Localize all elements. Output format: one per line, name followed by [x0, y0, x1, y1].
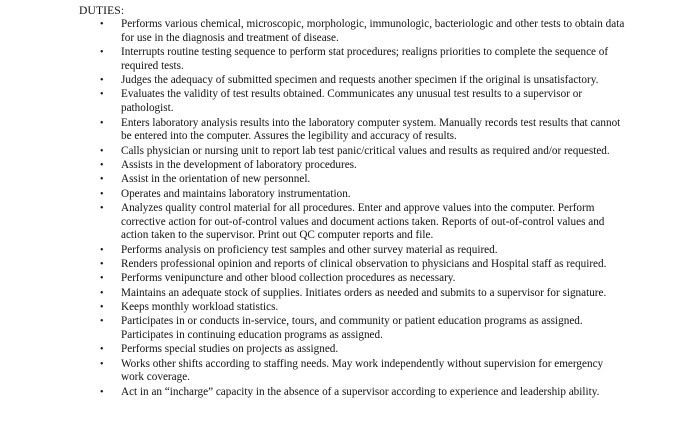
bullet-icon: •	[100, 75, 104, 87]
duty-item	[0, 343, 698, 357]
duty-item	[0, 74, 698, 88]
duty-text: Evaluates the validity of test results obtained. Communicates any unusual test results to a supervisor or pathologist.	[121, 88, 583, 115]
bullet-icon: •	[100, 358, 104, 370]
bullet-icon: •	[100, 19, 104, 30]
duty-text: Assists in the development of laboratory procedures.	[121, 158, 357, 171]
duty-text: Keeps monthly workload statistics.	[121, 300, 279, 313]
duty-item	[0, 287, 698, 301]
duty-item	[0, 301, 698, 315]
bullet-icon: •	[100, 344, 104, 356]
bullet-icon: •	[100, 159, 104, 171]
duty-item	[0, 173, 698, 187]
duty-text: Enters laboratory analysis results into the laboratory computer system. Manually records test results that cannot be entered into the computer. Assures the legibility and accuracy of results.	[121, 116, 621, 143]
duty-text: Interrupts routine testing sequence to perform stat procedures; realigns priorities to complete the sequence of required tests.	[121, 46, 609, 72]
duties-heading: DUTIES:	[79, 4, 125, 17]
duties-list	[0, 18, 698, 400]
duty-text: Assist in the orientation of new personnel.	[121, 173, 311, 186]
duty-text: Renders professional opinion and reports of clinical observation to physicians and Hospital staff as required.	[121, 258, 607, 271]
duty-item	[0, 272, 698, 286]
duty-text: Calls physician or nursing unit to report lab test panic/critical values and results as required and/or requested.	[121, 144, 610, 157]
duty-text: Performs special studies on projects as assigned.	[121, 343, 339, 356]
duty-item	[0, 202, 698, 243]
duty-item	[0, 358, 698, 386]
duty-text: Performs analysis on proficiency test samples and other survey material as required.	[121, 243, 498, 256]
duty-item	[0, 315, 698, 343]
duty-text: Maintains an adequate stock of supplies. Initiates orders as needed and submits to a supervisor for signature.	[121, 286, 607, 299]
bullet-icon: •	[100, 386, 104, 398]
duty-item	[0, 188, 698, 202]
bullet-icon: •	[100, 145, 104, 157]
duty-text: Performs venipuncture and other blood collection procedures as necessary.	[121, 272, 456, 285]
duty-text: Judges the adequacy of submitted specimen and requests another specimen if the original is unsatisfactory.	[121, 74, 599, 87]
duty-text: Performs various chemical, microscopic, morphologic, immunologic, bacteriologic and other tests to obtain data for use in the diagnosis and treatment of disease.	[121, 18, 625, 44]
duty-item	[0, 117, 698, 145]
bullet-icon: •	[100, 273, 104, 285]
bullet-icon: •	[100, 316, 104, 328]
duty-text: Operates and maintains laboratory instrumentation.	[121, 187, 351, 200]
bullet-icon: •	[100, 202, 104, 214]
bullet-icon: •	[100, 301, 104, 313]
duty-item	[0, 244, 698, 258]
duty-item	[0, 159, 698, 173]
bullet-icon: •	[100, 188, 104, 200]
bullet-icon: •	[100, 244, 104, 256]
bullet-icon: •	[100, 174, 104, 186]
bullet-icon: •	[100, 287, 104, 299]
bullet-icon: •	[100, 117, 104, 129]
duty-text: Analyzes quality control material for all procedures. Enter and approve values into the computer. Perform corrective action for out-of-control values and document actions taken. Reports of out-of-control values and action taken to the supervisor. Print out QC computer reports and file.	[121, 201, 605, 242]
duty-item	[0, 386, 698, 400]
bullet-icon: •	[100, 47, 104, 59]
duty-item	[0, 46, 698, 74]
duty-text: Works other shifts according to staffing needs. May work independently without supervision for emergency work coverage.	[121, 357, 604, 384]
bullet-icon: •	[100, 89, 104, 101]
duty-item	[0, 18, 698, 46]
duty-item	[0, 258, 698, 272]
duty-text: Participates in or conducts in-service, tours, and community or patient education programs as assigned. Participates in continuing education programs as assigned.	[121, 315, 583, 342]
bullet-icon: •	[100, 259, 104, 271]
duty-item	[0, 88, 698, 116]
duty-text: Act in an “incharge” capacity in the absence of a supervisor according to experience and leadership ability.	[121, 385, 600, 398]
duty-item	[0, 145, 698, 159]
